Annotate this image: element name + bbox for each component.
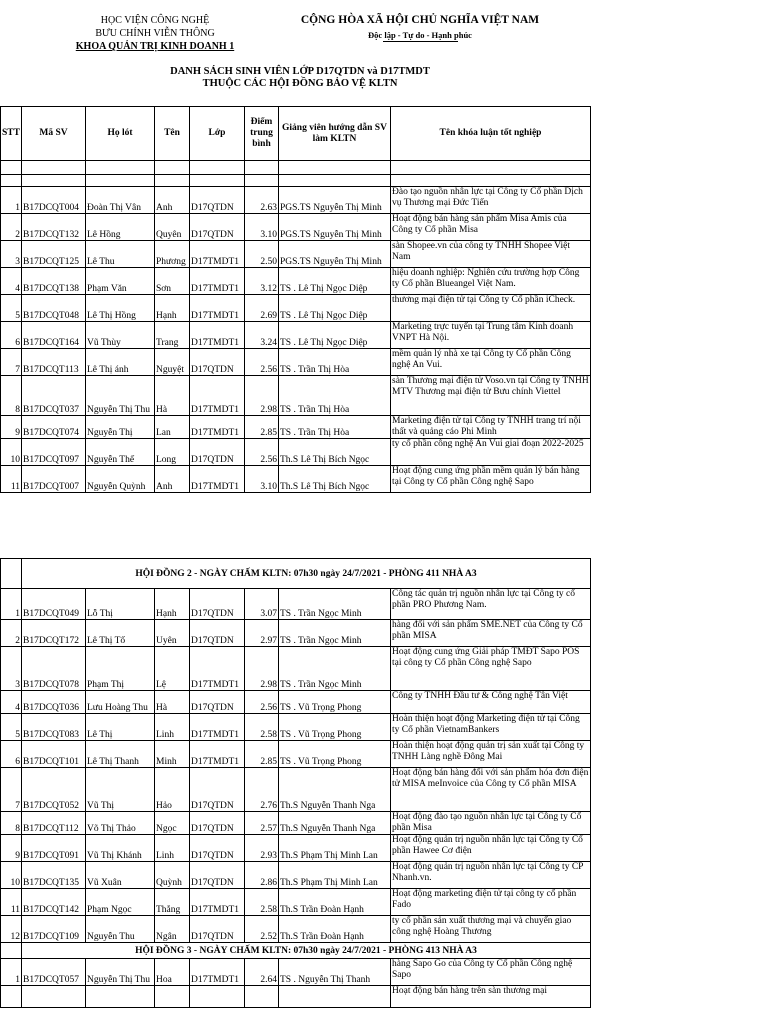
row-diem: 2.76: [245, 768, 279, 812]
row-topic: Hoạt động quản trị nguồn nhân lực tại Công ty CP Nhanh.vn.: [391, 862, 591, 889]
row-ten: Phương: [155, 241, 190, 268]
row-lop: D17QTDN: [190, 768, 245, 812]
row-stt: 8: [1, 812, 22, 835]
row-ho-lot: Lưu Hoàng Thu: [86, 691, 155, 714]
row-ho-lot: Lê Thu: [86, 241, 155, 268]
motto-underline: [383, 41, 458, 42]
table-row: [1, 466, 591, 493]
row-diem: 2.50: [245, 241, 279, 268]
row-ma-sv: B17DCQT052: [22, 768, 86, 812]
row-ma-sv: B17DCQT109: [22, 916, 86, 943]
table-row: [1, 691, 591, 714]
empty-cell: [1, 161, 22, 175]
col-ho-lot: Họ lót: [86, 107, 155, 161]
row-stt: 1: [1, 959, 22, 986]
row-lop: D17QTDN: [190, 439, 245, 466]
row-gvhd: PGS.TS Nguyễn Thị Minh: [279, 241, 391, 268]
row-lop: D17QTDN: [190, 835, 245, 862]
table-row: [1, 439, 591, 466]
row-lop: D17QTDN: [190, 620, 245, 647]
row-ma-sv: B17DCQT074: [22, 416, 86, 439]
row-ten: Linh: [155, 714, 190, 741]
row-diem: 2.58: [245, 714, 279, 741]
row-stt: 4: [1, 691, 22, 714]
row-ho-lot: [86, 986, 155, 1008]
row-ho-lot: Võ Thị Thảo: [86, 812, 155, 835]
row-stt: 7: [1, 768, 22, 812]
row-stt: 12: [1, 916, 22, 943]
row-ma-sv: B17DCQT112: [22, 812, 86, 835]
table-row: [1, 889, 591, 916]
student-table-2: [0, 558, 591, 1008]
title-line-2: THUỘC CÁC HỘI ĐỒNG BẢO VỆ KLTN: [202, 78, 398, 89]
row-gvhd: TS . Vũ Trọng Phong: [279, 691, 391, 714]
spacer-row: [1, 161, 591, 175]
col-stt: STT: [1, 107, 22, 161]
row-lop: D17TMDT1: [190, 647, 245, 691]
row-diem: [245, 986, 279, 1008]
row-topic: sàn Shopee.vn của công ty TNHH Shopee Việt Nam: [391, 241, 591, 268]
council-2-title: HỘI ĐỒNG 2 - NGÀY CHẤM KLTN: 07h30 ngày 24/7/2021 - PHÒNG 411 NHÀ A3: [22, 559, 591, 589]
table-row: [1, 376, 591, 416]
empty-cell: [279, 175, 391, 187]
row-ma-sv: B17DCQT007: [22, 466, 86, 493]
row-topic: Hoạt động bán hàng đối với sản phẩm hóa đơn điện tử MISA meInvoice của Công ty Cổ phần MISA: [391, 768, 591, 812]
table-row: [1, 322, 591, 349]
table-row: [1, 416, 591, 439]
row-gvhd: TS . Nguyễn Thị Thanh: [279, 959, 391, 986]
row-diem: 2.52: [245, 916, 279, 943]
row-ten: Uyên: [155, 620, 190, 647]
national-title: CỘNG HÒA XÃ HỘI CHỦ NGHĨA VIỆT NAM: [300, 14, 540, 26]
row-gvhd: TS . Vũ Trọng Phong: [279, 741, 391, 768]
row-stt: 10: [1, 439, 22, 466]
row-lop: D17QTDN: [190, 187, 245, 214]
row-gvhd: TS . Trần Ngọc Minh: [279, 647, 391, 691]
table-row: [1, 241, 591, 268]
row-ten: Long: [155, 439, 190, 466]
row-ho-lot: Vũ Xuân: [86, 862, 155, 889]
row-stt: 11: [1, 466, 22, 493]
empty-cell: [391, 161, 591, 175]
table-row: [1, 589, 591, 620]
row-diem: 3.10: [245, 466, 279, 493]
row-ma-sv: [22, 986, 86, 1008]
student-table-1: [0, 106, 591, 493]
row-gvhd: TS . Lê Thị Ngọc Diệp: [279, 268, 391, 295]
header-row: [1, 107, 591, 161]
row-stt: 6: [1, 322, 22, 349]
row-ma-sv: B17DCQT138: [22, 268, 86, 295]
row-lop: D17TMDT1: [190, 466, 245, 493]
row-ma-sv: B17DCQT048: [22, 295, 86, 322]
row-topic: Hoạt động quản trị nguồn nhân lực tại Công ty Cổ phần Hawee Cơ điện: [391, 835, 591, 862]
row-ten: Anh: [155, 187, 190, 214]
row-ho-lot: Nguyễn Thị: [86, 416, 155, 439]
row-gvhd: Th.S Phạm Thị Minh Lan: [279, 862, 391, 889]
row-ten: Ngọc: [155, 812, 190, 835]
row-topic: ty cổ phần công nghệ An Vui giai đoạn 2022-2025: [391, 439, 591, 466]
row-ten: Thắng: [155, 889, 190, 916]
col-ten: Tên: [155, 107, 190, 161]
row-diem: 2.97: [245, 620, 279, 647]
row-diem: 2.85: [245, 741, 279, 768]
row-diem: 2.64: [245, 959, 279, 986]
row-topic: hiệu doanh nghiệp: Nghiên cứu trường hợp Công ty Cổ phần Blueangel Việt Nam.: [391, 268, 591, 295]
row-ma-sv: B17DCQT004: [22, 187, 86, 214]
row-ho-lot: Nguyễn Thị Thu: [86, 376, 155, 416]
row-diem: 2.93: [245, 835, 279, 862]
empty-cell: [245, 161, 279, 175]
row-ma-sv: B17DCQT083: [22, 714, 86, 741]
row-topic: hàng Sapo Go của Công ty Cổ phần Công nghệ Sapo: [391, 959, 591, 986]
council-2-row: [1, 559, 591, 589]
row-diem: 2.56: [245, 349, 279, 376]
row-stt: 2: [1, 214, 22, 241]
table-row: [1, 295, 591, 322]
table-row: [1, 812, 591, 835]
row-diem: 3.24: [245, 322, 279, 349]
row-ho-lot: Đoàn Thị Vân: [86, 187, 155, 214]
row-ma-sv: B17DCQT037: [22, 376, 86, 416]
row-ten: Hạnh: [155, 295, 190, 322]
row-gvhd: PGS.TS Nguyễn Thị Minh: [279, 187, 391, 214]
row-topic: Marketing trực tuyến tại Trung tâm Kinh doanh VNPT Hà Nội.: [391, 322, 591, 349]
national-motto: Độc lập - Tự do - Hạnh phúc: [368, 30, 472, 40]
row-ten: Lệ: [155, 647, 190, 691]
row-diem: 3.07: [245, 589, 279, 620]
table-row: [1, 862, 591, 889]
row-lop: D17QTDN: [190, 589, 245, 620]
row-lop: D17QTDN: [190, 916, 245, 943]
row-ma-sv: B17DCQT101: [22, 741, 86, 768]
row-stt: 9: [1, 416, 22, 439]
row-diem: 2.98: [245, 647, 279, 691]
row-gvhd: TS . Trần Thị Hòa: [279, 416, 391, 439]
row-gvhd: TS . Trần Thị Hòa: [279, 376, 391, 416]
row-topic: Hoàn thiện hoạt động Marketing điện tử tại Công ty Cổ phần VietnamBankers: [391, 714, 591, 741]
table-row: [1, 647, 591, 691]
row-ten: Ngân: [155, 916, 190, 943]
table-row: [1, 741, 591, 768]
row-stt: 7: [1, 349, 22, 376]
row-topic: thương mại điện tử tại Công ty Cổ phần iCheck.: [391, 295, 591, 322]
institution-name-1: HỌC VIỆN CÔNG NGHỆ: [100, 15, 210, 26]
empty-cell: [86, 161, 155, 175]
row-stt: 9: [1, 835, 22, 862]
council-3-title: HỘI ĐỒNG 3 - NGÀY CHẤM KLTN: 07h30 ngày 24/7/2021 - PHÒNG 413 NHÀ A3: [22, 943, 591, 959]
row-topic: mềm quản lý nhà xe tại Công ty Cổ phần Công nghệ An Vui.: [391, 349, 591, 376]
row-topic: Đào tạo nguồn nhân lực tại Công ty Cổ phần Dịch vụ Thương mại Đức Tiến: [391, 187, 591, 214]
row-ma-sv: B17DCQT164: [22, 322, 86, 349]
row-ho-lot: Lê Thị ánh: [86, 349, 155, 376]
row-ho-lot: Lỗ Thị: [86, 589, 155, 620]
row-ten: Nguyệt: [155, 349, 190, 376]
row-stt: 5: [1, 295, 22, 322]
row-ten: Minh: [155, 741, 190, 768]
row-diem: 2.56: [245, 691, 279, 714]
row-gvhd: Th.S Nguyễn Thanh Nga: [279, 812, 391, 835]
empty-cell: [86, 175, 155, 187]
row-diem: 2.56: [245, 439, 279, 466]
col-gvhd: Giảng viên hướng dẫn SV làm KLTN: [279, 107, 391, 161]
empty-cell: [155, 161, 190, 175]
table-row: [1, 268, 591, 295]
row-ten: Lan: [155, 416, 190, 439]
row-topic: Hoạt động cung ứng Giải pháp TMĐT Sapo POS tại công ty Cổ phần Công nghệ Sapo: [391, 647, 591, 691]
row-ho-lot: Phạm Ngọc: [86, 889, 155, 916]
row-gvhd: TS . Lê Thị Ngọc Diệp: [279, 295, 391, 322]
table-row: [1, 214, 591, 241]
empty-cell: [22, 175, 86, 187]
row-topic: ty cổ phần sản xuất thương mại và chuyển giao công nghệ Hoàng Thương: [391, 916, 591, 943]
row-lop: D17QTDN: [190, 691, 245, 714]
row-lop: D17QTDN: [190, 349, 245, 376]
row-ho-lot: Vũ Thùy: [86, 322, 155, 349]
row-topic: Hoạt động bán hàng sản phẩm Misa Amis của Công ty Cổ phần Misa: [391, 214, 591, 241]
row-diem: 3.12: [245, 268, 279, 295]
row-ho-lot: Lê Thị Hồng: [86, 295, 155, 322]
row-diem: 2.58: [245, 889, 279, 916]
row-lop: D17TMDT1: [190, 416, 245, 439]
row-topic: Hoàn thiện hoạt động quản trị sản xuất tại Công ty TNHH Làng nghề Đông Mai: [391, 741, 591, 768]
row-gvhd: Th.S Nguyễn Thanh Nga: [279, 768, 391, 812]
empty-cell: [279, 161, 391, 175]
council-3-row: [1, 943, 591, 959]
row-topic: hàng đối với sản phẩm SME.NET của Công ty Cổ phần MISA: [391, 620, 591, 647]
row-diem: 2.63: [245, 187, 279, 214]
row-topic: Marketing điện tử tại Công ty TNHH trang trí nội thất và quảng cáo Phi Minh: [391, 416, 591, 439]
row-stt: [1, 986, 22, 1008]
row-stt: 4: [1, 268, 22, 295]
row-lop: D17TMDT1: [190, 889, 245, 916]
row-gvhd: [279, 986, 391, 1008]
row-lop: D17TMDT1: [190, 322, 245, 349]
national-header: [290, 14, 550, 42]
row-ten: Trang: [155, 322, 190, 349]
row-ten: Quyên: [155, 214, 190, 241]
row-gvhd: TS . Vũ Trọng Phong: [279, 714, 391, 741]
row-lop: D17QTDN: [190, 862, 245, 889]
row-topic: Công ty TNHH Đầu tư & Công nghệ Tân Việt: [391, 691, 591, 714]
row-ma-sv: B17DCQT132: [22, 214, 86, 241]
row-stt: 11: [1, 889, 22, 916]
row-diem: 2.86: [245, 862, 279, 889]
empty-cell: [391, 175, 591, 187]
row-stt: 3: [1, 241, 22, 268]
row-ma-sv: B17DCQT078: [22, 647, 86, 691]
row-stt: 8: [1, 376, 22, 416]
row-gvhd: TS . Trần Thị Hòa: [279, 349, 391, 376]
row-lop: D17TMDT1: [190, 295, 245, 322]
row-topic: Công tác quản trị nguồn nhân lực tại Công ty cổ phần PRO Phương Nam.: [391, 589, 591, 620]
institution-header: [40, 14, 270, 53]
row-gvhd: TS . Lê Thị Ngọc Diệp: [279, 322, 391, 349]
row-ma-sv: B17DCQT135: [22, 862, 86, 889]
row-stt: 10: [1, 862, 22, 889]
row-ho-lot: Nguyễn Thu: [86, 916, 155, 943]
row-ten: Sơn: [155, 268, 190, 295]
row-topic: Hoạt động bán hàng trên sàn thương mại: [391, 986, 591, 1008]
table-row: [1, 620, 591, 647]
row-lop: D17QTDN: [190, 214, 245, 241]
row-ho-lot: Phạm Thị: [86, 647, 155, 691]
empty-cell: [1, 175, 22, 187]
row-diem: 2.98: [245, 376, 279, 416]
col-lop: Lớp: [190, 107, 245, 161]
row-gvhd: Th.S Trần Đoàn Hạnh: [279, 889, 391, 916]
row-diem: 2.57: [245, 812, 279, 835]
row-ho-lot: Lê Hồng: [86, 214, 155, 241]
row-ho-lot: Lê Thị Tố: [86, 620, 155, 647]
table-row: [1, 768, 591, 812]
row-lop: D17TMDT1: [190, 714, 245, 741]
table-row: [1, 916, 591, 943]
row-gvhd: Th.S Trần Đoàn Hạnh: [279, 916, 391, 943]
row-stt: 5: [1, 714, 22, 741]
table-row: [1, 986, 591, 1008]
row-diem: 3.10: [245, 214, 279, 241]
row-stt: 3: [1, 647, 22, 691]
row-gvhd: PGS.TS Nguyễn Thị Minh: [279, 214, 391, 241]
row-ho-lot: Vũ Thị: [86, 768, 155, 812]
row-lop: D17QTDN: [190, 812, 245, 835]
row-gvhd: Th.S Lê Thị Bích Ngọc: [279, 466, 391, 493]
row-ten: Hảo: [155, 768, 190, 812]
row-topic: Hoạt động marketing điện tử tại công ty cổ phần Fado: [391, 889, 591, 916]
row-ma-sv: B17DCQT091: [22, 835, 86, 862]
row-ma-sv: B17DCQT125: [22, 241, 86, 268]
row-ma-sv: B17DCQT172: [22, 620, 86, 647]
row-lop: D17TMDT1: [190, 376, 245, 416]
table-row: [1, 187, 591, 214]
row-ho-lot: Vũ Thị Khánh: [86, 835, 155, 862]
empty-cell: [22, 161, 86, 175]
row-topic: Hoạt động cung ứng phần mềm quản lý bán hàng tại Công ty Cổ phần Công nghệ Sapo: [391, 466, 591, 493]
row-gvhd: Th.S Phạm Thị Minh Lan: [279, 835, 391, 862]
row-stt: 1: [1, 187, 22, 214]
row-ten: Linh: [155, 835, 190, 862]
row-ma-sv: B17DCQT036: [22, 691, 86, 714]
row-ten: Hoa: [155, 959, 190, 986]
row-ho-lot: Phạm Văn: [86, 268, 155, 295]
row-ma-sv: B17DCQT113: [22, 349, 86, 376]
table-row: [1, 349, 591, 376]
row-ho-lot: Lê Thị Thanh: [86, 741, 155, 768]
table-row: [1, 835, 591, 862]
row-lop: D17TMDT1: [190, 741, 245, 768]
row-ho-lot: Nguyễn Thị Thu: [86, 959, 155, 986]
row-ho-lot: Nguyễn Quỳnh: [86, 466, 155, 493]
row-ten: Anh: [155, 466, 190, 493]
row-ten: Hà: [155, 691, 190, 714]
table-row: [1, 959, 591, 986]
empty-cell: [245, 175, 279, 187]
row-ten: [155, 986, 190, 1008]
document-title: [120, 66, 480, 90]
row-ten: Hạnh: [155, 589, 190, 620]
title-line-1: DANH SÁCH SINH VIÊN LỚP D17QTDN và D17TMDT: [170, 66, 430, 77]
row-ma-sv: B17DCQT097: [22, 439, 86, 466]
empty-cell: [1, 943, 22, 959]
row-lop: [190, 986, 245, 1008]
empty-cell: [190, 175, 245, 187]
row-ten: Hà: [155, 376, 190, 416]
row-topic: Hoạt động đào tạo nguồn nhân lực tại Công ty Cổ phần Misa: [391, 812, 591, 835]
empty-cell: [190, 161, 245, 175]
spacer-row: [1, 175, 591, 187]
row-diem: 2.85: [245, 416, 279, 439]
col-diem: Điểm trung bình: [245, 107, 279, 161]
col-ma-sv: Mã SV: [22, 107, 86, 161]
row-ten: Quỳnh: [155, 862, 190, 889]
institution-name-2: BƯU CHÍNH VIỄN THÔNG: [95, 28, 215, 39]
row-diem: 2.69: [245, 295, 279, 322]
row-stt: 1: [1, 589, 22, 620]
row-ho-lot: Lê Thị: [86, 714, 155, 741]
table-row: [1, 714, 591, 741]
row-lop: D17TMDT1: [190, 241, 245, 268]
row-ho-lot: Nguyễn Thế: [86, 439, 155, 466]
row-gvhd: TS . Trần Ngọc Minh: [279, 589, 391, 620]
row-ma-sv: B17DCQT049: [22, 589, 86, 620]
row-topic: sàn Thương mại điện tử Voso.vn tại Công ty TNHH MTV Thương mại điện tử Bưu chính Viettel: [391, 376, 591, 416]
row-lop: D17TMDT1: [190, 268, 245, 295]
empty-cell: [155, 175, 190, 187]
row-stt: 6: [1, 741, 22, 768]
row-ma-sv: B17DCQT057: [22, 959, 86, 986]
row-gvhd: TS . Trần Ngọc Minh: [279, 620, 391, 647]
col-topic: Tên khóa luận tốt nghiệp: [391, 107, 591, 161]
row-lop: D17TMDT1: [190, 959, 245, 986]
faculty-name: KHOA QUẢN TRỊ KINH DOANH 1: [75, 41, 235, 52]
row-gvhd: Th.S Lê Thị Bích Ngọc: [279, 439, 391, 466]
row-ma-sv: B17DCQT142: [22, 889, 86, 916]
row-stt: 2: [1, 620, 22, 647]
